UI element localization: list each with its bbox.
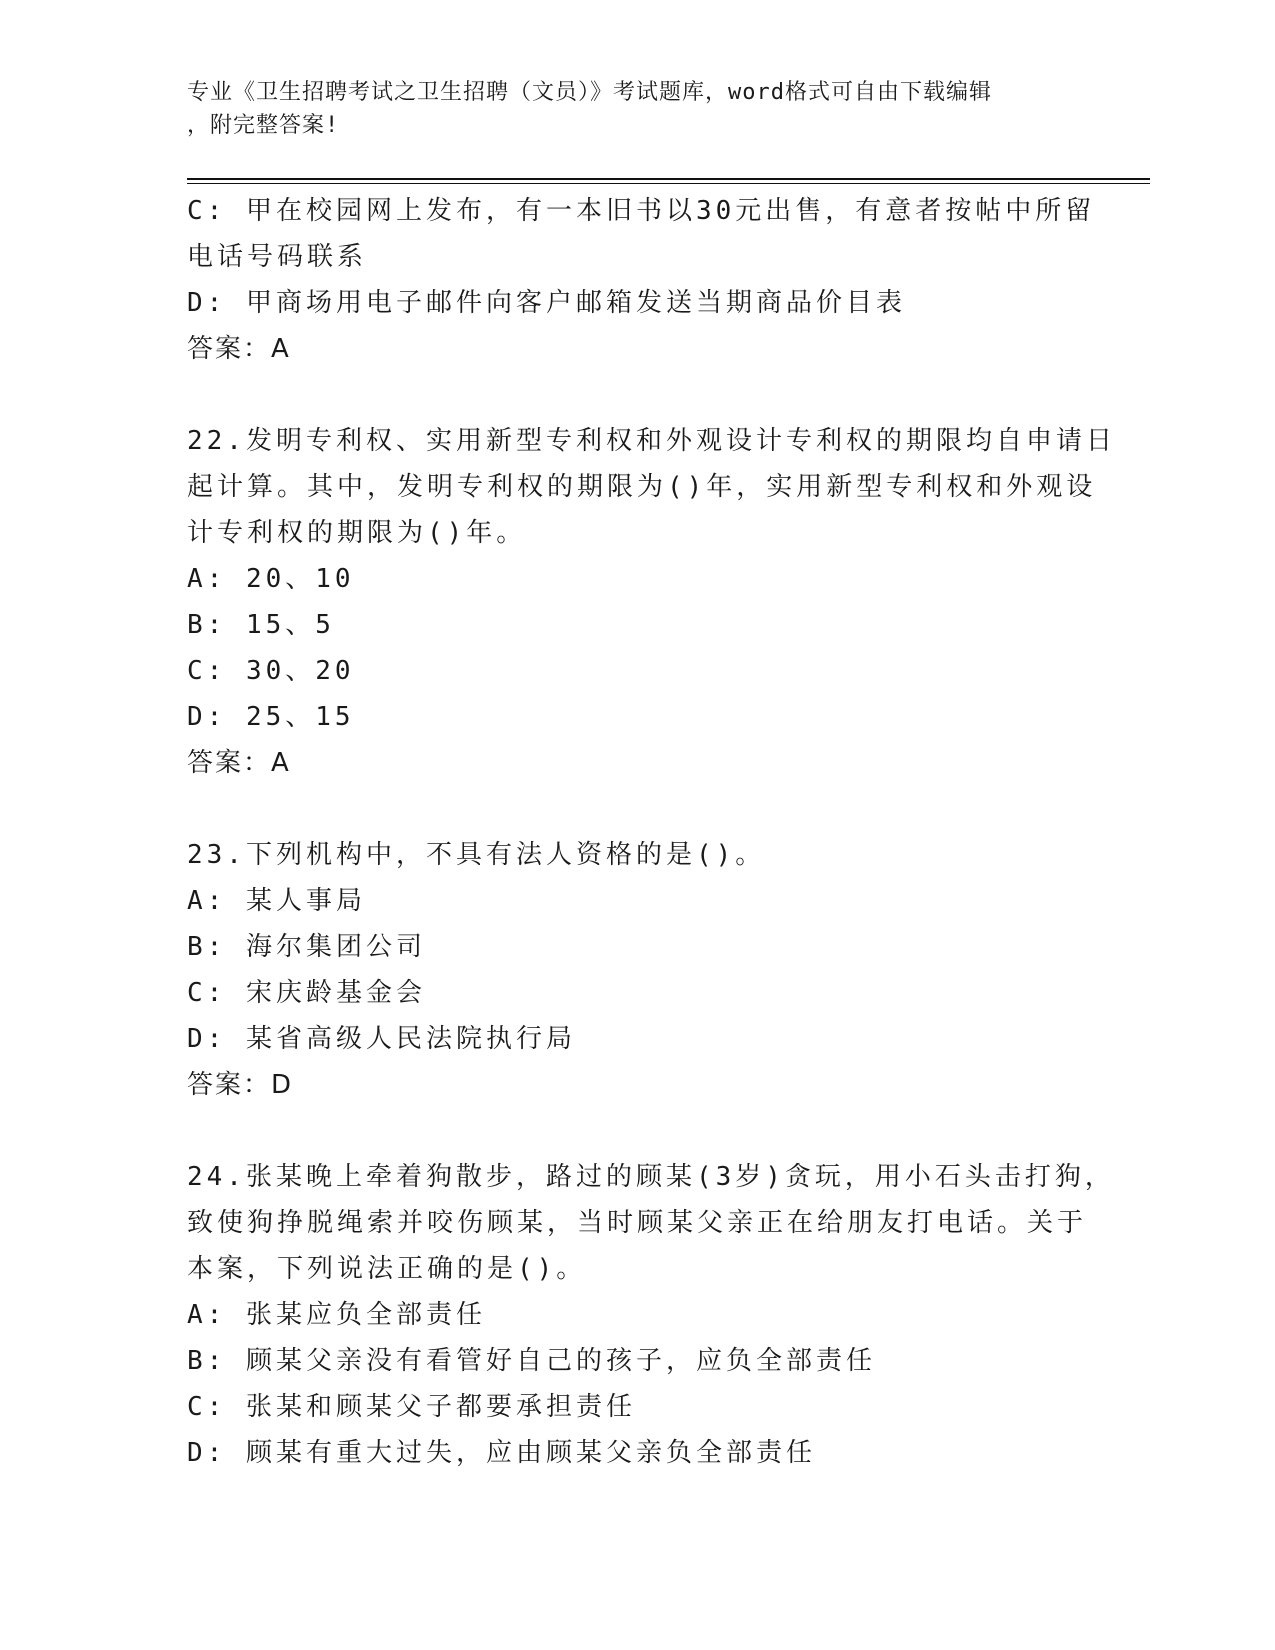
q22-option-d: D: 25、15 [187, 702, 355, 732]
q23-option-c: C: 宋庆龄基金会 [187, 978, 426, 1008]
question-22 [187, 418, 1116, 786]
q24-option-b: B: 顾某父亲没有看管好自己的孩子，应负全部责任 [187, 1346, 876, 1376]
q23-stem-line-1: 23.下列机构中，不具有法人资格的是()。 [187, 840, 766, 870]
question-23 [187, 832, 1077, 1108]
q22-stem-line-1: 22.发明专利权、实用新型专利权和外观设计专利权的期限均自申请日 [187, 426, 1116, 456]
q24-stem-line-1: 24.张某晚上牵着狗散步，路过的顾某(3岁)贪玩，用小石头击打狗， [187, 1162, 1115, 1192]
question-24 [187, 1154, 1115, 1476]
header-divider-thick [187, 178, 1150, 180]
spacer [187, 1108, 1077, 1154]
q23-option-d: D: 某省高级人民法院执行局 [187, 1024, 576, 1054]
q22-option-a: A: 20、10 [187, 564, 355, 594]
header-divider-thin [187, 183, 1150, 184]
q24-option-a: A: 张某应负全部责任 [187, 1300, 486, 1330]
q22-option-c: C: 30、20 [187, 656, 355, 686]
q21-option-c-line-2: 电话号码联系 [187, 242, 368, 272]
q22-answer: 答案：A [187, 748, 291, 778]
spacer [187, 372, 1077, 418]
q24-stem-line-3: 本案，下列说法正确的是()。 [187, 1254, 587, 1284]
q21-answer: 答案：A [187, 334, 291, 364]
q23-option-a: A: 某人事局 [187, 886, 366, 916]
q23-answer: 答案：D [187, 1070, 294, 1100]
q24-stem-line-2: 致使狗挣脱绳索并咬伤顾某，当时顾某父亲正在给朋友打电话。关于 [187, 1208, 1088, 1238]
question-content [187, 188, 1116, 1476]
q21-option-c-line-1: C: 甲在校园网上发布，有一本旧书以30元出售，有意者按帖中所留 [187, 196, 1096, 226]
q24-option-d: D: 顾某有重大过失，应由顾某父亲负全部责任 [187, 1438, 816, 1468]
q24-option-c: C: 张某和顾某父子都要承担责任 [187, 1392, 636, 1422]
spacer [187, 786, 1077, 832]
question-21-tail [187, 188, 1096, 372]
q21-option-d: D: 甲商场用电子邮件向客户邮箱发送当期商品价目表 [187, 288, 906, 318]
q22-stem-line-3: 计专利权的期限为()年。 [187, 518, 527, 548]
header-line-1: 专业《卫生招聘考试之卫生招聘（文员）》考试题库，word格式可自由下载编辑 [187, 80, 992, 105]
q22-option-b: B: 15、5 [187, 610, 335, 640]
q23-option-b: B: 海尔集团公司 [187, 932, 426, 962]
q22-stem-line-2: 起计算。其中，发明专利权的期限为()年，实用新型专利权和外观设 [187, 472, 1097, 502]
document-header [187, 76, 1067, 142]
header-line-2: ，附完整答案! [187, 113, 340, 138]
